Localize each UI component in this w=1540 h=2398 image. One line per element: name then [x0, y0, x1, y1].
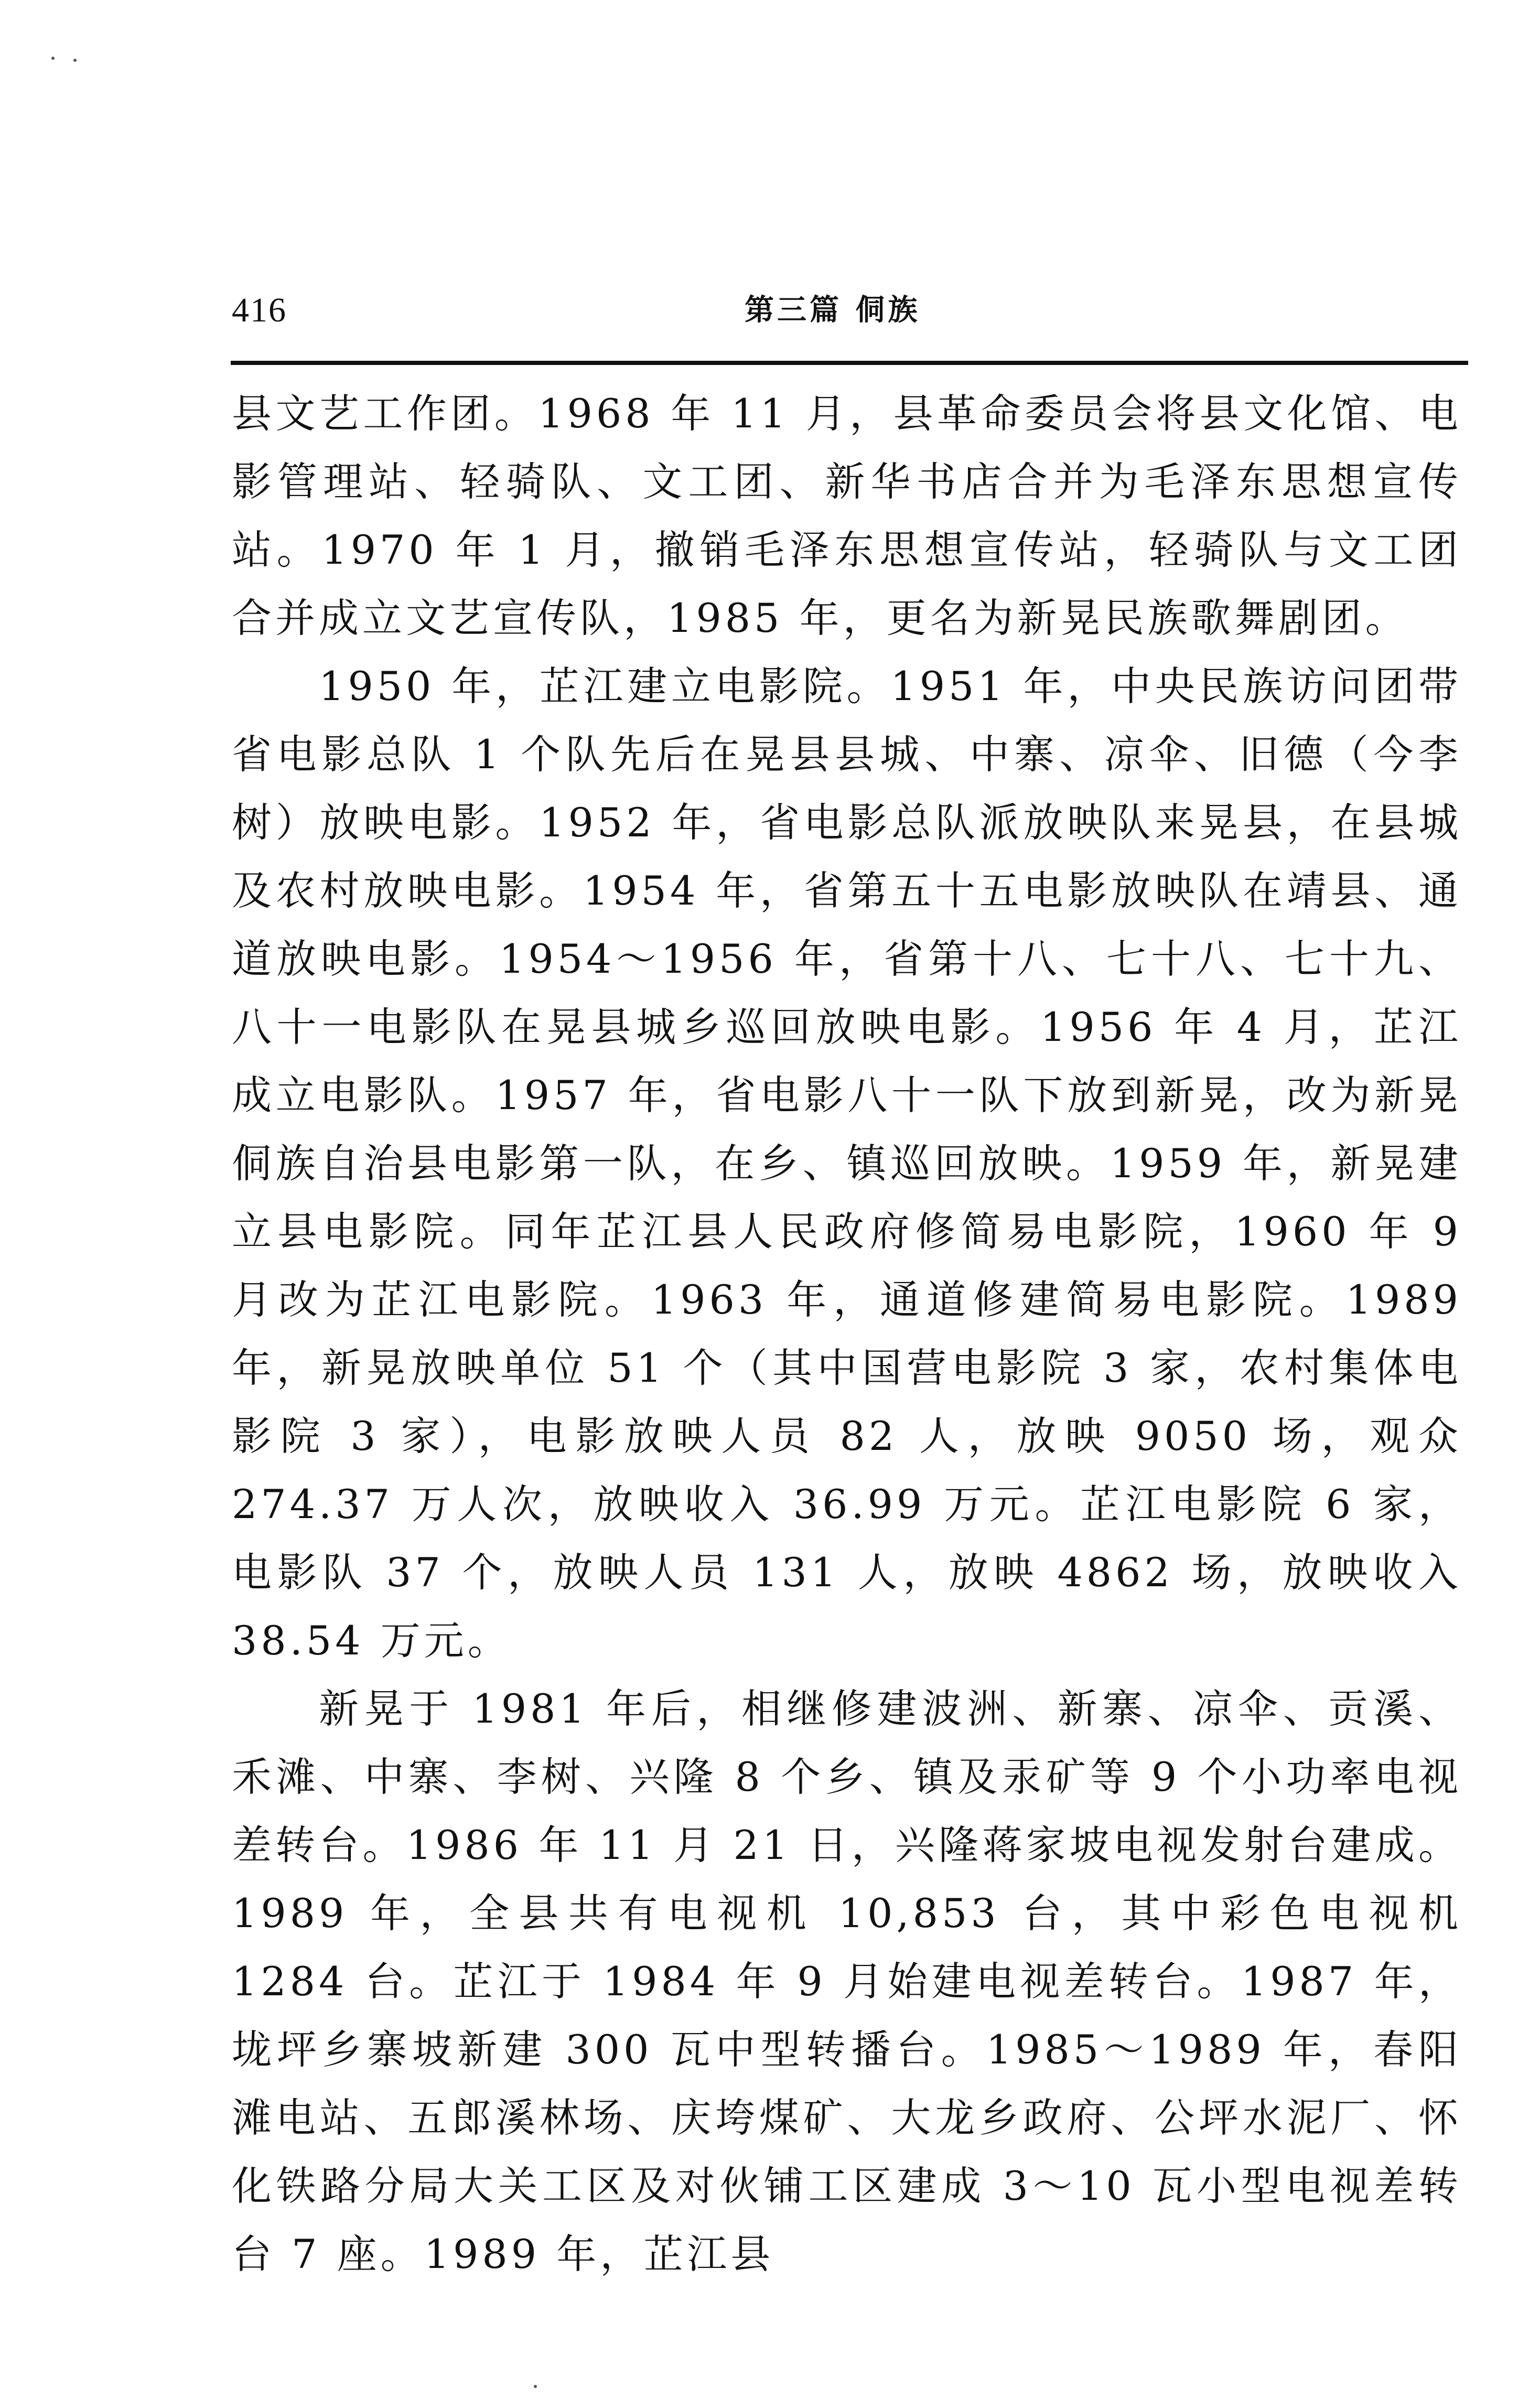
page-number: 416	[232, 291, 287, 329]
paragraph-2: 1950 年，芷江建立电影院。1951 年，中央民族访问团带省电影总队 1 个队先后在晃县县城、中寨、凉伞、旧德（今李树）放映电影。1952 年，省电影总队派放映队来晃县，在县城及农村放映电影。1954 年，省第五十五电影放映队在靖县、通道放映电影。1954～1956 年，省第十八、七十八、七十九、八十一电影队在晃县城乡巡回放映电影。1956 年 4 月，芷江成立电影队。1957 年，省电影八十一队下放到新晃，改为新晃侗族自治县电影第一队，在乡、镇巡回放映。1959 年，新晃建立县电影院。同年芷江县人民政府修简易电影院，1960 年 9 月改为芷江电影院。1963 年，通道修建简易电影院。1989 年，新晃放映单位 51 个（其中国营电影院 3 家，农村集体电影院 3 家），电影放映人员 82 人，放映 9050 场，观众 274.37 万人次，放映收入 36.99 万元。芷江电影院 6 家，电影队 37 个，放映人员 131 人，放映 4862 场，放映收入 38.54 万元。	[232, 663, 1462, 1664]
scan-speck	[534, 2385, 537, 2388]
paragraph-1: 县文艺工作团。1968 年 11 月，县革命委员会将县文化馆、电影管理站、轻骑队、文工团、新华书店合并为毛泽东思想宣传站。1970 年 1 月，撤销毛泽东思想宣传站，轻骑队与文工团合并成立文艺宣传队，1985 年，更名为新晃民族歌舞剧团。	[232, 390, 1462, 641]
running-head: 第三篇 侗族	[745, 293, 921, 327]
scan-speck	[51, 57, 55, 60]
paragraph-3: 新晃于 1981 年后，相继修建波洲、新寨、凉伞、贡溪、禾滩、中寨、李树、兴隆 8 个乡、镇及汞矿等 9 个小功率电视差转台。1986 年 11 月 21 日，兴隆蒋家坡电视发射台建成。1989 年，全县共有电视机 10,853 台，其中彩色电视机 1284 台。芷江于 1984 年 9 月始建电视差转台。1987 年，垅坪乡寨坡新建 300 瓦中型转播台。1985～1989 年，春阳滩电站、五郎溪林场、庆垮煤矿、大龙乡政府、公坪水泥厂、怀化铁路分局大关工区及对伙铺工区建成 3～10 瓦小型电视差转台 7 座。1989 年，芷江县	[232, 1685, 1462, 2277]
header-rule	[231, 361, 1468, 365]
body-text	[232, 380, 1462, 2288]
scan-speck	[73, 59, 77, 62]
